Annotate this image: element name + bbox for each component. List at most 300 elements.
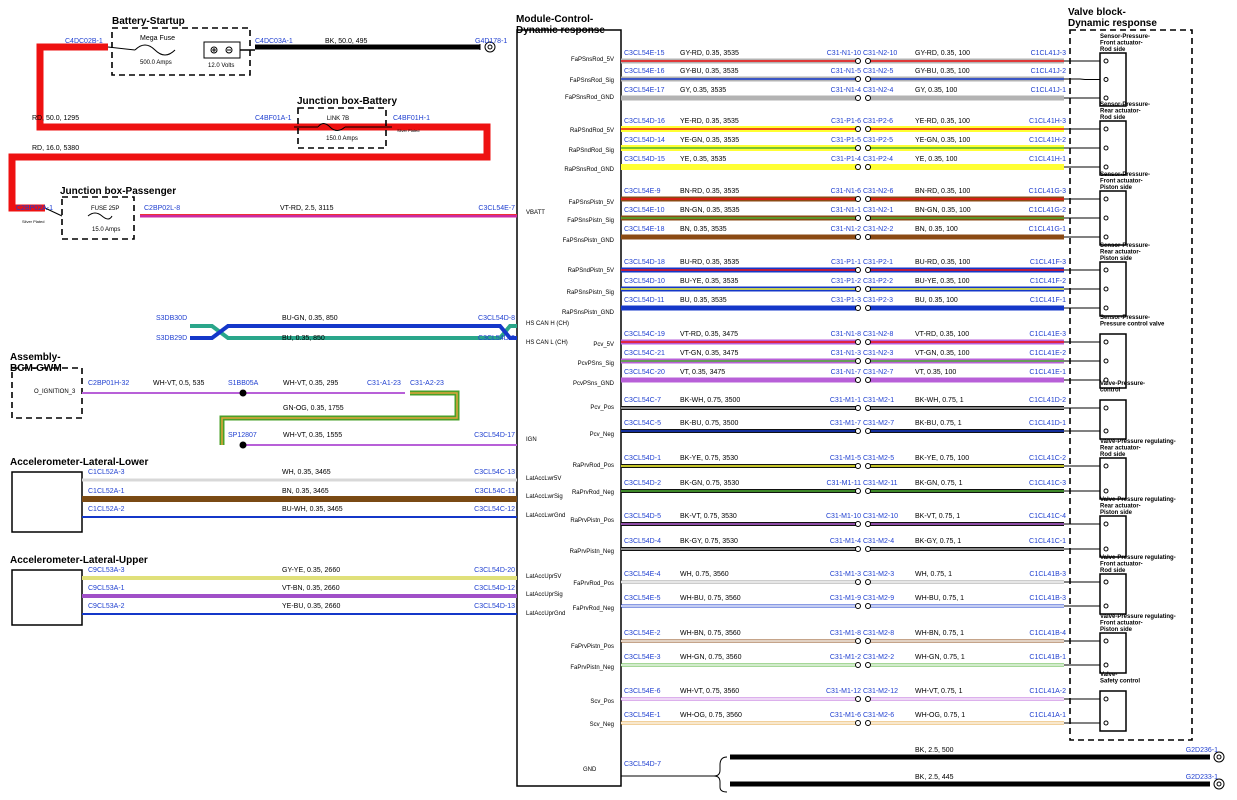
pin-terminal	[866, 359, 871, 364]
pin-terminal	[856, 604, 861, 609]
wire-spec: BK-BU, 0.75, 3500	[680, 420, 739, 427]
connector-label: C3CL54E-4	[624, 571, 661, 578]
pin-terminal	[856, 77, 861, 82]
connector-label: C1CL41C-3	[1029, 480, 1066, 487]
connector-label: C31-M1-11	[826, 480, 861, 487]
wire-spec: BN, 0.35, 3535	[680, 226, 727, 233]
connector-label: C1CL41C-1	[1029, 538, 1066, 545]
connector-label: C3CL54E-2	[624, 630, 661, 637]
link-label: LINK 7B	[326, 116, 350, 122]
wire-spec: BK-GN, 0.75, 1	[915, 480, 963, 487]
device-label: Rod side	[1100, 568, 1126, 574]
device-label: Valve-Pressure-	[1100, 381, 1146, 387]
device-label: Sensor-Pressure-	[1100, 102, 1151, 108]
pin-terminal	[856, 378, 861, 383]
connector-label: C3CL54C-21	[624, 350, 665, 357]
wire-spec: BN, 0.35, 3465	[282, 488, 329, 495]
pin-terminal	[866, 268, 871, 273]
bcm-title: Assembly-	[10, 352, 61, 363]
device-label: Piston side	[1100, 510, 1133, 516]
pin-terminal	[866, 77, 871, 82]
wire-spec: GY, 0.35, 100	[915, 87, 958, 94]
device-pin	[1104, 78, 1108, 82]
module-pin: FaPSnsPistn_Sig	[567, 218, 614, 224]
signal-row	[567, 207, 1066, 224]
device-label: Safety control	[1100, 678, 1141, 685]
wire-spec: RD, 16.0, 5380	[32, 145, 80, 152]
signal-row	[571, 630, 1066, 650]
connector-label: C31-N2-3	[863, 350, 894, 357]
wire-spec: YE, 0.35, 100	[915, 156, 958, 163]
wire-spec: YE-BU, 0.35, 2660	[282, 603, 341, 610]
valve-block-title: Dynamic response	[1068, 18, 1157, 29]
wire-spec: WH-OG, 0.75, 3560	[680, 712, 742, 719]
plated-label: Silver Plated	[22, 219, 45, 224]
bcm-title: BCM-GWM	[10, 363, 62, 374]
device-label: Valve-Pressure regulating-	[1100, 614, 1176, 620]
wire-spec: BU, 0.35, 850	[282, 335, 325, 342]
module-pin: LatAccLwrSig	[526, 494, 563, 500]
connector-label: C31-M2-10	[863, 513, 899, 520]
signal-row	[570, 68, 1066, 84]
connector-label: C31-M1-8	[829, 630, 861, 637]
wire-spec: YE-RD, 0.35, 3535	[680, 118, 739, 125]
connector-label: C31-N1-6	[830, 188, 861, 195]
device-box	[1100, 633, 1126, 673]
device-label: Front actuator-	[1100, 178, 1143, 185]
signal-row	[564, 156, 1066, 173]
device-pin	[1104, 146, 1108, 150]
connector-label: C3CL54E-18	[624, 226, 665, 233]
pin-terminal	[856, 663, 861, 668]
connector-label: C1CL41B-3	[1029, 571, 1066, 578]
wire-spec: RD, 50.0, 1295	[32, 115, 80, 122]
connector-label: C3CL54E-5	[624, 595, 661, 602]
wire-spec: WH-VT, 0.35, 1555	[283, 432, 343, 439]
signal-row	[590, 712, 1066, 728]
module-pin: RaPrvPistn_Neg	[569, 549, 614, 555]
wire-spec: BK-WH, 0.75, 3500	[680, 397, 741, 404]
fuse-amps: 500.0 Amps	[140, 60, 172, 66]
pin-terminal	[866, 378, 871, 383]
connector-label: C31-P1-2	[831, 278, 861, 285]
wire-spec: VT-GN, 0.35, 100	[915, 350, 970, 357]
connector-label: C1CL52A-1	[88, 488, 125, 495]
module-pin: HS CAN H (CH)	[526, 321, 569, 327]
pin-terminal	[856, 359, 861, 364]
connector-label: C3CL54E-1	[624, 712, 661, 719]
module-pin: RaPSndRod_5V	[569, 128, 614, 134]
wire-spec: VT, 0.35, 100	[915, 369, 957, 376]
wire-spec: WH, 0.35, 3465	[282, 469, 331, 476]
device-label: Piston side	[1100, 627, 1133, 633]
acc-lower-title: Accelerometer-Lateral-Lower	[10, 457, 149, 468]
pin-terminal	[866, 306, 871, 311]
device-label: Rear actuator-	[1100, 108, 1141, 115]
wire-spec: BU-YE, 0.35, 3535	[680, 278, 739, 285]
wire-spec: GY, 0.35, 3535	[680, 87, 727, 94]
connector-label: C31-N2-4	[863, 87, 894, 94]
module-pin: FaPSnsRod_GND	[564, 95, 614, 101]
connector-label: C1CL41H-2	[1029, 137, 1066, 144]
connector-label: C1CL41C-2	[1029, 455, 1066, 462]
pin-terminal	[856, 235, 861, 240]
valve-device	[1064, 555, 1176, 614]
splice-label: SP12807	[228, 432, 257, 439]
module-pin: IGN	[526, 437, 537, 443]
wire-spec: BK-WH, 0.75, 1	[915, 397, 964, 404]
wire-spec: WH-VT, 0.75, 3560	[680, 688, 740, 695]
signal-row	[570, 513, 1066, 527]
connector-label: C31-N2-6	[863, 188, 894, 195]
acc-upper-title: Accelerometer-Lateral-Upper	[10, 555, 148, 566]
connector-label: C9CL53A-2	[88, 603, 125, 610]
pin-terminal	[856, 165, 861, 170]
pin-terminal	[866, 604, 871, 609]
connector-label: C1CL41J-3	[1030, 50, 1066, 57]
wire-spec: WH-GN, 0.75, 3560	[680, 654, 742, 661]
device-pin	[1104, 464, 1108, 468]
wire-spec: VT-GN, 0.35, 3475	[680, 350, 739, 357]
device-pin	[1104, 127, 1108, 131]
connector-label: C4DC02B-1	[65, 38, 103, 45]
connector-label: C31-M2-7	[863, 420, 895, 427]
signal-row	[590, 688, 1066, 705]
connector-label: C31-M2-1	[863, 397, 895, 404]
connector-label: C31-M1-12	[825, 688, 861, 695]
pin-terminal	[856, 340, 861, 345]
connector-label: C3CL54E-3	[624, 654, 661, 661]
connector-label: C31-M2-8	[863, 630, 895, 637]
connector-label: C3CL54C-12	[474, 506, 515, 513]
pin-terminal	[856, 721, 861, 726]
signal-row	[573, 595, 1066, 612]
connector-label: C1CL41F-1	[1029, 297, 1066, 304]
pin-terminal	[866, 663, 871, 668]
wire-spec: WH-VT, 0.5, 535	[153, 380, 205, 387]
device-pin	[1104, 359, 1108, 363]
connector-label: C1CL41D-1	[1029, 420, 1066, 427]
connector-label: C31-N1-4	[830, 87, 861, 94]
signal-row	[573, 571, 1066, 587]
connector-label: C31-M1-1	[829, 397, 861, 404]
ground-label: G4D178-1	[475, 38, 508, 45]
pin-terminal	[856, 522, 861, 527]
connector-label: C1CL41B-4	[1029, 630, 1066, 637]
wire-spec: BU-RD, 0.35, 3535	[680, 259, 740, 266]
connector-label: C3CL54D-9	[478, 335, 515, 342]
valve-device	[1064, 381, 1145, 439]
device-pin	[1104, 522, 1108, 526]
wire-spec: BK-VT, 0.75, 1	[915, 513, 961, 520]
wire-spec: WH-BU, 0.75, 3560	[680, 595, 741, 602]
signal-row	[563, 226, 1066, 244]
device-box	[1100, 574, 1126, 614]
wire-spec: VT-BN, 0.35, 2660	[282, 585, 340, 592]
module-title: Dynamic response	[516, 25, 605, 36]
wire-spec: BN-GN, 0.35, 3535	[680, 207, 740, 214]
device-box	[1100, 516, 1126, 557]
connector-label: C3CL54D-8	[478, 315, 515, 322]
device-label: Piston side	[1100, 185, 1133, 191]
connector-label: C1CL41A-2	[1029, 688, 1066, 695]
module-pin: FaPrvPistn_Pos	[570, 644, 614, 650]
signal-row	[590, 420, 1066, 438]
wire-spec: WH-BN, 0.75, 3560	[680, 630, 741, 637]
connector-label: C3CL54E-10	[624, 207, 665, 214]
device-pin	[1104, 580, 1108, 584]
pin-terminal	[856, 547, 861, 552]
connector-label: C31-N2-2	[863, 226, 894, 233]
signal-row	[568, 259, 1066, 274]
wire-spec: BU, 0.35, 3535	[680, 297, 727, 304]
connector-label: C1CL41G-3	[1028, 188, 1066, 195]
module-pin: LatAccLwr5V	[526, 476, 562, 482]
pin-terminal	[866, 216, 871, 221]
module-pin: FaPSnsRod_5V	[570, 57, 614, 63]
amps-label: 15.0 Amps	[92, 227, 121, 233]
pin-terminal	[866, 287, 871, 292]
wire-spec: BK-GY, 0.75, 3530	[680, 538, 738, 545]
module-pin: VBATT	[526, 210, 545, 216]
pin-terminal	[866, 340, 871, 345]
connector-label: C3CL54D-7	[624, 761, 661, 768]
jbox-battery-title: Junction box-Battery	[297, 96, 398, 107]
module-pin: Pcv_Neg	[589, 432, 614, 438]
wire-spec: BK-GY, 0.75, 1	[915, 538, 962, 545]
module-pin: LatAccUprSig	[526, 592, 563, 598]
connector-label: C31-P2-5	[863, 137, 893, 144]
wire-spec: WH-VT, 0.75, 1	[915, 688, 963, 695]
signal-row	[562, 297, 1066, 316]
module-pin: FaPrvRod_Pos	[573, 581, 614, 587]
module-pin: RaPSnsRod_GND	[564, 167, 614, 173]
pin-terminal	[856, 268, 861, 273]
device-label: Rod side	[1100, 452, 1126, 458]
connector-label: C31-P2-2	[863, 278, 893, 285]
valve-device	[1064, 439, 1176, 499]
wire-spec: BN-RD, 0.35, 100	[915, 188, 971, 195]
pin-terminal	[856, 429, 861, 434]
wire-spec: BN-GN, 0.35, 100	[915, 207, 971, 214]
device-pin	[1104, 547, 1108, 551]
module-pin: PcvPSns_GND	[572, 381, 614, 387]
wire-spec: BN, 0.35, 100	[915, 226, 958, 233]
device-label: Rod side	[1100, 47, 1126, 53]
pin-terminal	[866, 489, 871, 494]
device-pin	[1104, 96, 1108, 100]
pin-terminal	[866, 96, 871, 101]
connector-label: C3CL54D-16	[624, 118, 665, 125]
device-box	[1100, 400, 1126, 439]
wire-spec: GY-RD, 0.35, 3535	[680, 50, 739, 57]
signal-row	[567, 278, 1066, 296]
device-pin	[1104, 340, 1108, 344]
device-pin	[1104, 721, 1108, 725]
module-pin: RaPSndRod_Sig	[568, 148, 614, 154]
connector-label: C31-P1-5	[831, 137, 861, 144]
pin-terminal	[856, 216, 861, 221]
wire-spec: YE, 0.35, 3535	[680, 156, 727, 163]
wire-spec: YE-GN, 0.35, 3535	[680, 137, 740, 144]
wire-spec: VT-RD, 2.5, 3115	[280, 205, 334, 212]
connector-label: C3CL54E-16	[624, 68, 665, 75]
pin-terminal	[866, 59, 871, 64]
connector-label: C31-M1-7	[829, 420, 861, 427]
connector-label: C2BP01H-32	[88, 380, 130, 387]
signal-row	[573, 369, 1066, 387]
connector-label: C3CL54C-20	[624, 369, 665, 376]
connector-label: C31-N1-2	[830, 226, 861, 233]
connector-label: C1CL41G-1	[1028, 226, 1066, 233]
connector-label: C3CL54D-13	[474, 603, 515, 610]
pin-terminal	[856, 59, 861, 64]
connector-label: C1CL41E-1	[1029, 369, 1066, 376]
module-pin: RaPSnsPistn_GND	[561, 310, 614, 316]
connector-label: C31-P2-6	[863, 118, 893, 125]
wire-spec: WH, 0.75, 1	[915, 571, 952, 578]
connector-label: C31-M2-9	[863, 595, 895, 602]
device-label: Sensor-Pressure-	[1100, 243, 1151, 249]
connector-label: C31-M1-9	[829, 595, 861, 602]
connector-label: C3CL54C-11	[474, 488, 515, 495]
plated-label: Silver Plated	[397, 128, 420, 133]
connector-label: C31-P1-1	[831, 259, 861, 266]
valve-device	[1064, 172, 1150, 245]
connector-label: C1CL41H-1	[1029, 156, 1066, 163]
module-pin: HS CAN L (CH)	[526, 340, 568, 346]
wire-spec: YE-RD, 0.35, 100	[915, 118, 970, 125]
wire-spec: WH-OG, 0.75, 1	[915, 712, 966, 719]
connector-label: C31-P2-1	[863, 259, 893, 266]
splice-label: S1BB05A	[228, 380, 259, 387]
device-pin	[1104, 165, 1108, 169]
connector-label: C31-N1-1	[830, 207, 861, 214]
connector-label: C3CL54E-15	[624, 50, 665, 57]
signal-row	[571, 50, 1066, 64]
connector-label: C3CL54D-15	[624, 156, 665, 163]
connector-label: C31-N1-7	[830, 369, 861, 376]
splice-label: S3DB29D	[156, 335, 188, 342]
connector-label: C4BF01A-1	[255, 115, 292, 122]
connector-label: C31-M2-11	[863, 480, 898, 487]
connector-label: C31-P2-3	[863, 297, 893, 304]
device-label: Rear actuator-	[1100, 249, 1141, 256]
connector-label: C31-N2-1	[863, 207, 894, 214]
connector-label: C31-N2-5	[863, 68, 894, 75]
connector-label: C31-M1-3	[829, 571, 861, 578]
connector-label: C2BP02A-1	[16, 205, 53, 212]
module-pin: FaPSnsPistn_5V	[568, 200, 614, 206]
pin-terminal	[856, 146, 861, 151]
valve-block-title: Valve block-	[1068, 7, 1126, 18]
module-pin: RaPSndPistn_5V	[567, 268, 614, 274]
connector-label: C3CL54C-19	[624, 331, 665, 338]
connector-label: C2BP02L-8	[144, 205, 181, 212]
pin-terminal	[856, 464, 861, 469]
pin-terminal	[866, 721, 871, 726]
signal-row	[572, 480, 1066, 496]
connector-label: C1CL41B-3	[1029, 595, 1066, 602]
device-box	[1100, 691, 1126, 731]
pin-terminal	[856, 489, 861, 494]
connector-label: C31-M2-2	[863, 654, 895, 661]
pin-terminal	[856, 197, 861, 202]
wire-spec: GY-YE, 0.35, 2660	[282, 567, 341, 574]
connector-label: C31-P1-3	[831, 297, 861, 304]
amps-label: 150.0 Amps	[326, 136, 358, 142]
wire-spec: BU-WH, 0.35, 3465	[282, 506, 343, 513]
connector-label: C3CL54D-11	[624, 297, 665, 304]
wire-spec: BK-YE, 0.75, 3530	[680, 455, 738, 462]
connector-label: C1CL41E-3	[1029, 331, 1066, 338]
wire-spec: BU-RD, 0.35, 100	[915, 259, 971, 266]
acc-upper-box	[12, 570, 82, 625]
pin-terminal	[866, 406, 871, 411]
pin-terminal	[866, 146, 871, 151]
device-pin	[1104, 197, 1108, 201]
device-pin	[1104, 235, 1108, 239]
device-label: Piston side	[1100, 256, 1133, 262]
valve-device	[1064, 243, 1150, 316]
device-label: Front actuator-	[1100, 561, 1143, 568]
gnd-brace	[714, 757, 727, 792]
connector-label: C3CL54D-5	[624, 513, 661, 520]
connector-label: C31-N2-10	[863, 50, 898, 57]
connector-label: C3CL54D-12	[474, 585, 515, 592]
connector-label: C1CL52A-2	[88, 506, 125, 513]
valve-device	[1064, 34, 1150, 106]
connector-label: C3CL54D-14	[624, 137, 665, 144]
signal-row	[578, 350, 1066, 367]
wire-spec: BU-GN, 0.35, 850	[282, 315, 338, 322]
device-label: Rod side	[1100, 115, 1126, 121]
wire-spec: WH-BU, 0.75, 1	[915, 595, 965, 602]
pin-terminal	[866, 580, 871, 585]
wire-spec: VT-RD, 0.35, 100	[915, 331, 970, 338]
signal-row	[569, 137, 1066, 154]
pin-terminal	[866, 165, 871, 170]
pin-terminal	[866, 464, 871, 469]
pin-terminal	[856, 96, 861, 101]
pin-terminal	[856, 639, 861, 644]
pin-terminal	[856, 306, 861, 311]
device-label: Sensor-Pressure-	[1100, 34, 1151, 40]
wire-spec: BK-GN, 0.75, 3530	[680, 480, 740, 487]
connector-label: C1CL41H-3	[1029, 118, 1066, 125]
connector-label: C3CL54E-7	[478, 205, 515, 212]
connector-label: C31-M1-4	[829, 538, 861, 545]
device-pin	[1104, 429, 1108, 433]
device-pin	[1104, 639, 1108, 643]
connector-label: C3CL54D-17	[474, 432, 515, 439]
pin-terminal	[866, 547, 871, 552]
pin-terminal	[856, 697, 861, 702]
module-pin: FaPSnsRod_Sig	[569, 78, 614, 84]
signal-row	[570, 538, 1066, 555]
wire-spec: VT-RD, 0.35, 3475	[680, 331, 738, 338]
connector-label: C1CL52A-3	[88, 469, 125, 476]
wire-spec: YE-GN, 0.35, 100	[915, 137, 971, 144]
device-label: Valve-Pressure regulating-	[1100, 497, 1176, 503]
ground-label: G2D236-1	[1185, 747, 1218, 754]
wire-spec: BU-YE, 0.35, 100	[915, 278, 970, 285]
module-pin: LatAccLwrGnd	[526, 513, 566, 519]
connector-label: C31-M1-10	[825, 513, 861, 520]
valve-device	[1064, 672, 1140, 731]
connector-label: C3CL54D-1	[624, 455, 661, 462]
device-label: Pressure control valve	[1100, 321, 1165, 328]
